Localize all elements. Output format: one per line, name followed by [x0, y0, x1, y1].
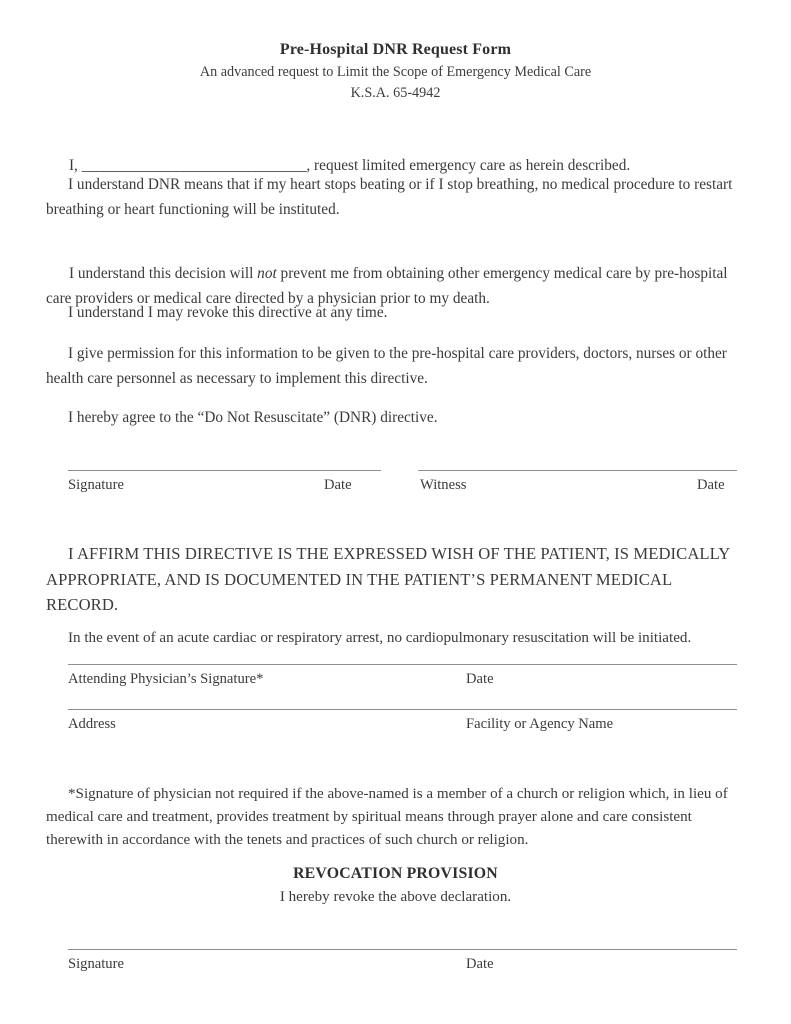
other-care-emphasis: not — [257, 265, 277, 282]
paragraph-permission-text: I give permission for this information to be given to the pre-hospital care providers, doctors, nurses or other health care personnel as necessary to implement this directive. — [46, 345, 731, 387]
patient-signature-label: Signature — [68, 477, 124, 493]
revocation-heading: REVOCATION PROVISION — [293, 865, 498, 882]
physician-signature-footnote: *Signature of physician not required if the above-named is a member of a church or religion which, in lieu of medical care and treatment, provides treatment by spiritual means through prayer alone and care consistent therewith in accordance with the tenets and practices of such church or religion. — [46, 786, 728, 848]
declaration-permission-paragraph — [46, 341, 745, 391]
declaration-intro-suffix: , request limited emergency care as herein described. — [306, 157, 631, 174]
other-care-text-post: prevent me from obtaining other emergency medical care by pre-hospital care providers or medical care directed by a physician prior to my death. — [46, 265, 732, 307]
patient-name-blank[interactable]: _______________________________ — [81, 157, 307, 174]
document-subtitle: An advanced request to Limit the Scope of Emergency Medical Care — [199, 64, 592, 80]
revocation-date-label: Date — [466, 956, 494, 972]
witness-signature-rule[interactable] — [418, 470, 737, 471]
cardiac-arrest-note: In the event of an acute cardiac or respiratory arrest, no cardiopulmonary resuscitation will be initiated. — [68, 630, 692, 646]
paragraph-dnr-text: I understand DNR means that if my heart stops beating or if I stop breathing, no medical procedure to restart breathing or heart functioning will be instituted. — [46, 176, 737, 218]
physician-signature-rule[interactable] — [68, 664, 737, 665]
statute-reference: K.S.A. 65-4942 — [350, 85, 441, 101]
witness-label: Witness — [420, 477, 467, 493]
affirmation-statement: I AFFIRM THIS DIRECTIVE IS THE EXPRESSED WISH OF THE PATIENT, IS MEDICALLY APPROPRIATE, AND IS DOCUMENTED IN THE PATIENT’S PERMANENT MEDICAL RECORD. — [46, 544, 730, 614]
physician-signature-label: Attending Physician’s Signature* — [68, 671, 264, 687]
physician-date-label: Date — [466, 671, 494, 687]
page-title: Pre-Hospital DNR Request Form — [279, 41, 512, 58]
other-care-text-pre: I understand this decision will — [68, 265, 258, 282]
patient-signature-date-label: Date — [324, 477, 352, 493]
facility-label: Facility or Agency Name — [466, 716, 614, 732]
declaration-intro-prefix: I, — [68, 157, 82, 174]
revocation-signature-label: Signature — [68, 956, 124, 972]
revocation-statement: I hereby revoke the above declaration. — [279, 889, 512, 905]
declaration-agree-paragraph — [46, 405, 745, 430]
declaration-revoke-paragraph — [46, 300, 745, 325]
paragraph-revoke-text: I understand I may revoke this directive at any time. — [68, 304, 388, 321]
witness-date-label: Date — [697, 477, 725, 493]
address-label: Address — [68, 716, 116, 732]
revocation-signature-rule[interactable] — [68, 949, 737, 950]
patient-signature-rule[interactable] — [68, 470, 381, 471]
declaration-dnr-paragraph — [46, 172, 745, 222]
address-facility-rule[interactable] — [68, 709, 737, 710]
paragraph-agree-text: I hereby agree to the “Do Not Resuscitate” (DNR) directive. — [68, 409, 438, 426]
